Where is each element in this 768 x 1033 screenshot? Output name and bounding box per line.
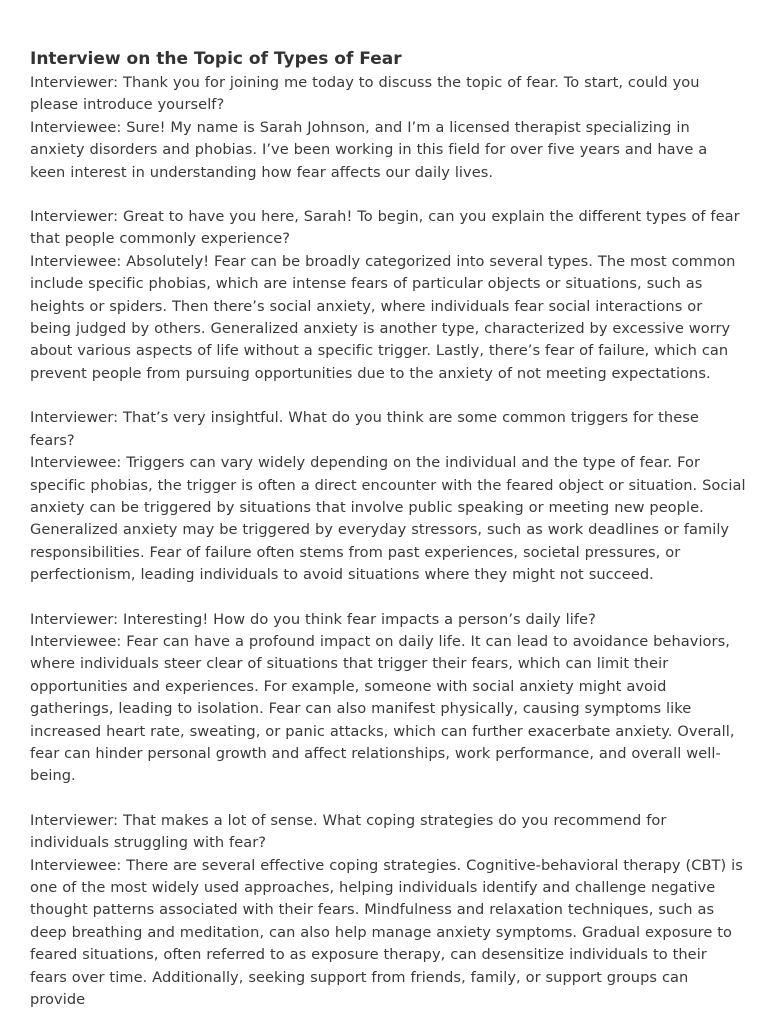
interviewer-question: Interviewer: Great to have you here, Sarah! To begin, can you explain the different types of fear that people commonly experience?: [30, 208, 740, 248]
interview-exchange: [30, 72, 746, 184]
interview-exchange: [30, 407, 746, 586]
document-body: [30, 46, 746, 1033]
interview-exchange: [30, 206, 746, 385]
interviewee-answer: Interviewee: Absolutely! Fear can be broadly categorized into several types. The most common include specific phobias, which are intense fears of particular objects or situations, such as heights or spiders. Then there’s social anxiety, where individuals fear social interactions or being judged by others. Generalized anxiety is another type, characterized by excessive worry about various aspects of life without a specific trigger. Lastly, there’s fear of failure, which can prevent people from pursuing opportunities due to the anxiety of not meeting expectations.: [30, 252, 736, 382]
interviewer-question: Interviewer: Thank you for joining me today to discuss the topic of fear. To start, could you please introduce yourself?: [30, 74, 700, 114]
interviewer-question: Interviewer: That makes a lot of sense. What coping strategies do you recommend for individuals struggling with fear?: [30, 811, 667, 852]
interview-exchange: [30, 609, 746, 788]
interviewee-answer: Interviewee: Sure! My name is Sarah Johnson, and I’m a licensed therapist specializing in anxiety disorders and phobias. I’ve been working in this field for over five years and have a keen interest in understanding how fear affects our daily lives.: [30, 118, 708, 181]
interviewee-answer: Interviewee: There are several effective coping strategies. Cognitive-behavioral therapy (CBT) is one of the most widely used approaches, helping individuals identify and challenge negative thought patterns associated with their fears. Mindfulness and relaxation techniques, such as deep breathing and meditation, can also help manage anxiety symptoms. Gradual exposure to feared situations, often referred to as exposure therapy, can desensitize individuals to their fears over time. Additionally, seeking support from friends, family, or support groups can provide: [30, 856, 743, 1009]
interviewee-answer: Interviewee: Fear can have a profound impact on daily life. It can lead to avoidance behaviors, where individuals steer clear of situations that trigger their fears, which can limit their opportunities and experiences. For example, someone with social anxiety might avoid gatherings, leading to isolation. Fear can also manifest physically, causing symptoms like increased heart rate, sweating, or panic attacks, which can further exacerbate anxiety. Overall, fear can hinder personal growth and affect relationships, work performance, and overall well-being.: [30, 632, 735, 785]
interviewer-question: Interviewer: Interesting! How do you think fear impacts a person’s daily life?: [30, 610, 596, 628]
interviewee-answer: Interviewee: Triggers can vary widely depending on the individual and the type of fear. For specific phobias, the trigger is often a direct encounter with the feared object or situation. Social anxiety can be triggered by situations that involve public speaking or meeting new people. Generalized anxiety may be triggered by everyday stressors, such as work deadlines or family responsibilities. Fear of failure often stems from past experiences, societal pressures, or perfectionism, leading individuals to avoid situations where they might not succeed.: [30, 454, 746, 584]
interviewer-question: Interviewer: That’s very insightful. What do you think are some common triggers for these fears?: [30, 409, 699, 449]
document-title: Interview on the Topic of Types of Fear: [30, 49, 402, 69]
interview-exchange: [30, 810, 746, 1012]
